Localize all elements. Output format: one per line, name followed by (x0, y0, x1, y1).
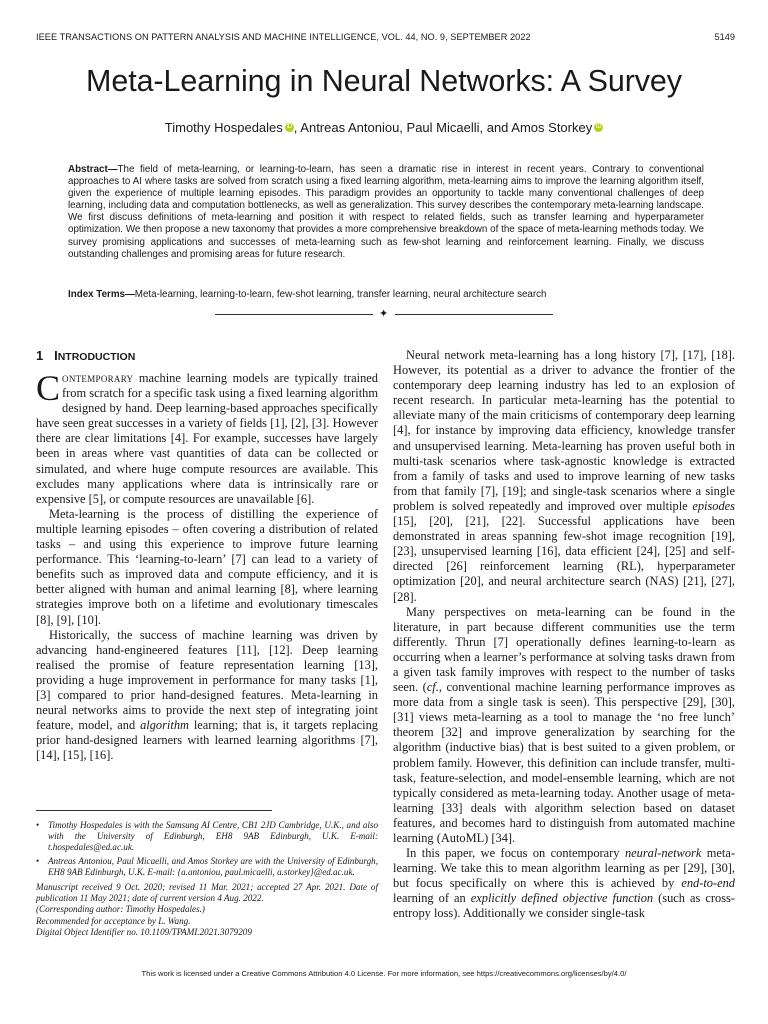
doi[interactable]: Digital Object Identifier no. 10.1109/TPAMI.2021.3079209 (36, 926, 252, 937)
orcid-icon[interactable]: iD (286, 124, 293, 130)
abstract-text: The field of meta-learning, or learning-to-learn, has seen a dramatic rise in interest in recent years. Contrary to conventional approaches to AI where tasks are solved from scratch using a fixed learning algorithm, meta-learning aims to improve the learning algorithm itself, given the experience of multiple learning episodes. This paradigm provides an opportunity to tackle many conventional challenges of deep learning, including data and computation bottlenecks, as well as generalization. This survey describes the contemporary meta-learning landscape. We first discuss definitions of meta-learning and position it with respect to related fields, such as transfer learning and hyperparameter optimization. We then propose a new taxonomy that provides a more comprehensive breakdown of the space of meta-learning methods today. We survey promising applications and successes of meta-learning such as few-shot learning and reinforcement learning. Finally, we discuss outstanding challenges and promising areas for future research. (68, 164, 704, 260)
left-column (36, 368, 378, 763)
right-column (393, 348, 735, 922)
divider-right (395, 314, 553, 315)
diamond-ornament-icon: ✦ (379, 308, 389, 320)
divider-left (215, 314, 373, 315)
footnote-rule (36, 810, 272, 811)
section-title-rest: NTRODUCTION (57, 351, 136, 363)
footnote-item: • Antreas Antoniou, Paul Micaelli, and Amos Storkey are with the University of Edinburgh, EH8 9AB Edinburgh, U.K. E-mail: {a.antoniou, paul.micaelli, a.storkey}@ed.ac.uk. (36, 855, 378, 877)
orcid-icon[interactable]: iD (595, 124, 602, 130)
author-rest: , Antreas Antoniou, Paul Micaelli, and Amos Storkey (293, 120, 593, 135)
index-terms-label: Index Terms (68, 289, 125, 300)
index-terms-text: Meta-learning, learning-to-learn, few-shot learning, transfer learning, neural architecture search (134, 289, 547, 300)
paper-title: Meta-Learning in Neural Networks: A Survey (86, 64, 682, 98)
recommended-by: Recommended for acceptance by L. Wang. (36, 915, 191, 926)
smallcaps-word: ontemporary (62, 371, 134, 385)
footnote-item: • Timothy Hospedales is with the Samsung AI Centre, CB1 2JD Cambridge, U.K., and also with the University of Edinburgh, EH8 9AB Edinburgh, U.K. E-mail: t.hospedales@ed.ac.uk. (36, 820, 378, 853)
journal-header: IEEE TRANSACTIONS ON PATTERN ANALYSIS AND MACHINE INTELLIGENCE, VOL. 44, NO. 9, SEPTEMBER 2022 (36, 32, 531, 42)
index-terms: Index Terms—Meta-learning, learning-to-learn, few-shot learning, transfer learning, neural architecture search (68, 289, 547, 300)
paragraph: Neural network meta-learning has a long history [7], [17], [18]. However, its potential as a driver to advance the frontier of the contemporary deep learning industry has led to an explosion of recent research. In particular meta-learning has the potential to alleviate many of the main criticisms of contemporary deep learning [4], for instance by improving data efficiency, knowledge transfer and unsupervised learning. Meta-learning has proven useful both in multi-task scenarios where task-agnostic knowledge is extracted from a family of tasks and used to improve learning of new tasks from that family [7], [19]; and single-task scenarios where a single problem is solved repeatedly and improved over multiple episodes [15], [20], [21], [22]. Successful applications have been demonstrated in areas spanning few-shot image recognition [19], [23], unsupervised learning [16], data efficient [24], [25] and self-directed [26] reinforcement learning (RL), hyperparameter optimization [20], and neural architecture search (NAS) [21], [27], [28]. (393, 348, 735, 604)
author-first: Timothy Hospedales (164, 120, 283, 135)
paragraph: Many perspectives on meta-learning can be found in the literature, in part because different communities use the term differently. Thrun [7] operationally defines learning-to-learn as occurring when a learner’s performance at solving tasks drawn from a given task family improves with respect to the number of tasks seen. (cf., conventional machine learning performance improves as more data from a single task is seen). This perspective [29], [30], [31] views meta-learning as a tool to manage the ‘no free lunch’ theorem [32] and improve generalization by searching for the algorithm (inductive bias) that is best suited to a given problem, or problem family. However, this definition can include transfer, multi-task, feature-selection, and model-ensemble learning, which are not typically considered as meta-learning today. Another usage of meta-learning [33] deals with algorithm selection based on dataset features, and becomes hard to distinguish from automated machine learning (AutoML) [34]. (393, 604, 735, 845)
section-title-initial: I (54, 348, 58, 363)
paragraph: Meta-learning is the process of distilling the experience of multiple learning episodes – often covering a distribution of related tasks – and using this experience to improve future learning performance. This ‘learning-to-learn’ [7] can lead to a variety of benefits such as improved data and compute efficiency, and it is better aligned with human and animal learning [8], where learning strategies improve both on a lifetime and evolutionary timescales [8], [9], [10]. (36, 506, 378, 627)
drop-cap: C (36, 368, 61, 408)
footnotes (36, 820, 378, 938)
author-list (0, 120, 768, 135)
section-number: 1 (36, 348, 44, 363)
page-number: 5149 (714, 32, 735, 42)
manuscript-dates: Manuscript received 9 Oct. 2020; revised 11 Mar. 2021; accepted 27 Apr. 2021. Date of publication 11 May 2021; date of current version 4 Aug. 2022. (36, 882, 378, 904)
manuscript-info (36, 882, 378, 938)
abstract: Abstract—The field of meta-learning, or learning-to-learn, has seen a dramatic rise in interest in recent years. Contrary to conventional approaches to AI where tasks are solved from scratch using a fixed learning algorithm, meta-learning aims to improve the learning algorithm itself, given the experience of multiple learning episodes. This paradigm provides an opportunity to tackle many conventional challenges of deep learning, including data and computation bottlenecks, as well as generalization. This survey describes the contemporary meta-learning landscape. We first discuss definitions of meta-learning and position it with respect to related fields, such as transfer learning and hyperparameter optimization. We then propose a new taxonomy that provides a more comprehensive breakdown of the space of meta-learning methods today. We survey promising applications and successes of meta-learning such as few-shot learning and reinforcement learning. Finally, we discuss outstanding challenges and promising areas for future research. (68, 164, 704, 260)
paragraph (36, 368, 378, 507)
section-heading (36, 348, 135, 363)
paragraph-text: machine learning models are typically trained from scratch for a specific task using a fixed learning algorithm designed by hand. Deep learning-based approaches specifically have seen great successes in a variety of fields [1], [2], [3]. However there are clear limitations [4]. For example, successes have largely been in areas where vast quantities of data can be collected or simulated, and where huge compute resources are available. This excludes many applications where data is intrinsically rare or expensive [5], or compute resources are unavailable [6]. (36, 371, 378, 506)
corresponding-author: (Corresponding author: Timothy Hospedales.) (36, 904, 205, 915)
license-note: This work is licensed under a Creative Commons Attribution 4.0 License. For more information, see https://creativecommons.org/licenses/by/4.0/ (141, 969, 627, 978)
paragraph: In this paper, we focus on contemporary neural-network meta-learning. We take this to mean algorithm learning as per [29], [30], but focus specifically on where this is achieved by end-to-end learning of an explicitly defined objective function (such as cross-entropy loss). Additionally we consider single-task (393, 846, 736, 921)
abstract-label: Abstract (68, 164, 108, 175)
paragraph: Historically, the success of machine learning was driven by advancing hand-engineered features [11], [12]. Deep learning realised the promise of feature representation learning [13], providing a huge improvement in performance for many tasks [1], [3] compared to prior hand-designed features. Meta-learning in neural networks aims to provide the next step of integrating joint feature, model, and algorithm learning; that is, it targets replacing prior hand-designed learners with learned learning algorithms [7], [14], [15], [16]. (36, 627, 378, 763)
